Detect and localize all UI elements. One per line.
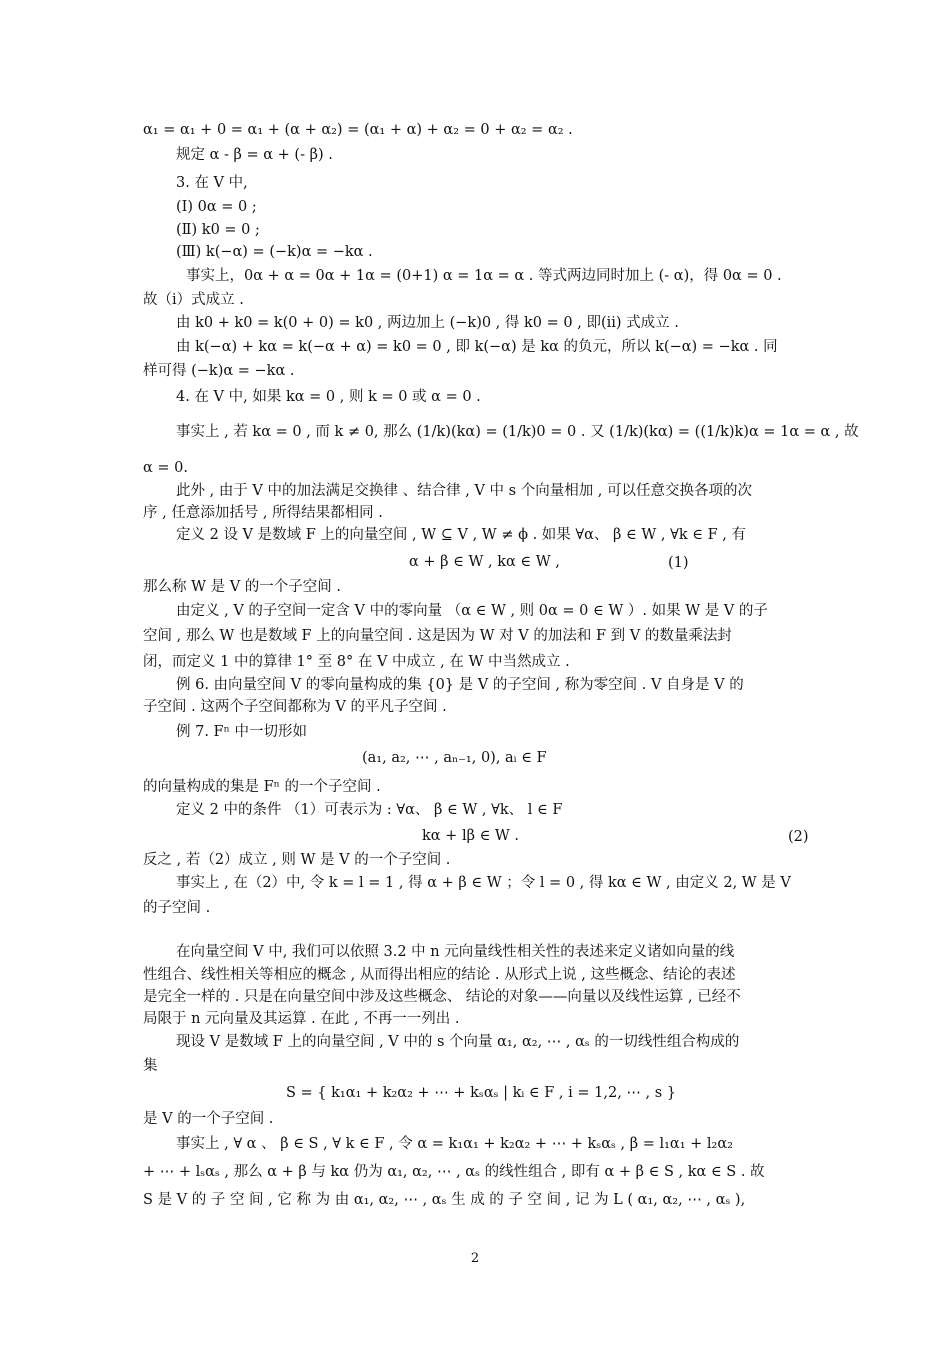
- text-line: 4. 在 V 中, 如果 kα = 0 , 则 k = 0 或 α = 0 .: [176, 389, 481, 405]
- display-equation: S = { k₁α₁ + k₂α₂ + ⋯ + kₛαₛ | kᵢ ∈ F , i = 1,2, ⋯ , s }: [286, 1085, 677, 1101]
- text-line: 由 k0 + k0 = k(0 + 0) = k0 , 两边加上 (−k)0 , 得 k0 = 0 , 即(ii) 式成立 .: [176, 315, 679, 331]
- text-line: 反之 , 若（2）成立 , 则 W 是 V 的一个子空间 .: [143, 852, 451, 868]
- text-line: 的子空间 .: [143, 900, 211, 916]
- display-equation: α + β ∈ W , kα ∈ W ,: [409, 554, 560, 570]
- text-line: 现设 V 是数域 F 上的向量空间 , V 中的 s 个向量 α₁, α₂, ⋯ , αₛ 的一切线性组合构成的: [176, 1034, 740, 1050]
- equation-number: (2): [788, 829, 809, 845]
- text-line: 此外 , 由于 V 中的加法满足交换律 、结合律 , V 中 s 个向量相加 , 可以任意交换各项的次: [176, 483, 753, 499]
- text-line: 是完全一样的 . 只是在向量空间中涉及这些概念、 结论的对象——向量以及线性运算 , 已经不: [143, 989, 741, 1005]
- text-line: 事实上，0α + α = 0α + 1α = (0+1) α = 1α = α . 等式两边同时加上 (- α)，得 0α = 0 .: [186, 268, 782, 284]
- text-line: α = 0.: [143, 460, 188, 476]
- text-line: 集: [143, 1058, 158, 1074]
- text-line: α₁ = α₁ + 0 = α₁ + (α + α₂) = (α₁ + α) + α₂ = 0 + α₂ = α₂ .: [143, 122, 573, 138]
- text-line: 3. 在 V 中,: [176, 175, 248, 191]
- text-line: 空间 , 那么 W 也是数域 F 上的向量空间 . 这是因为 W 对 V 的加法和 F 到 V 的数量乘法封: [143, 628, 732, 644]
- text-line: + ⋯ + lₛαₛ , 那么 α + β 与 kα 仍为 α₁, α₂, ⋯ , αₛ 的线性组合 , 即有 α + β ∈ S , kα ∈ S . 故: [143, 1164, 765, 1180]
- display-equation: kα + lβ ∈ W .: [422, 828, 520, 844]
- text-line: (Ⅱ) k0 = 0 ;: [176, 222, 260, 238]
- text-line: 事实上 , 在（2）中, 令 k = l = 1 , 得 α + β ∈ W ；令 l = 0 , 得 kα ∈ W , 由定义 2, W 是 V: [176, 875, 791, 891]
- text-line: 例 7. Fⁿ 中一切形如: [176, 724, 307, 740]
- text-line: 在向量空间 V 中, 我们可以依照 3.2 中 n 元向量线性相关性的表述来定义诸如向量的线: [176, 944, 735, 960]
- text-line: 事实上 , ∀ α 、 β ∈ S , ∀ k ∈ F , 令 α = k₁α₁ + k₂α₂ + ⋯ + kₛαₛ , β = l₁α₁ + l₂α₂: [176, 1136, 733, 1152]
- text-line: 定义 2 设 V 是数域 F 上的向量空间 , W ⊆ V , W ≠ ϕ . 如果 ∀α、 β ∈ W , ∀k ∈ F , 有: [176, 527, 746, 543]
- text-line: 性组合、线性相关等相应的概念 , 从而得出相应的结论 . 从形式上说 , 这些概念、结论的表述: [143, 967, 736, 983]
- text-line: 由 k(−α) + kα = k(−α + α) = k0 = 0 , 即 k(−α) 是 kα 的负元，所以 k(−α) = −kα . 同: [176, 339, 778, 355]
- text-line: 例 6. 由向量空间 V 的零向量构成的集 {0} 是 V 的子空间 , 称为零空间 . V 自身是 V 的: [176, 677, 744, 693]
- text-line: (Ⅰ) 0α = 0 ;: [176, 199, 257, 215]
- text-line: 闭，而定义 1 中的算律 1° 至 8° 在 V 中成立 , 在 W 中当然成立 .: [143, 654, 570, 670]
- display-equation: (a₁, a₂, ⋯ , aₙ₋₁, 0), aᵢ ∈ F: [362, 750, 547, 766]
- text-line: 的向量构成的集是 Fⁿ 的一个子空间 .: [143, 779, 381, 795]
- text-line: 定义 2 中的条件 （1）可表示为 : ∀α、 β ∈ W , ∀k、 l ∈ F: [176, 802, 563, 818]
- text-line: 故（i）式成立 .: [143, 292, 244, 308]
- text-line: 样可得 (−k)α = −kα .: [143, 363, 295, 379]
- page-number: 2: [470, 1251, 480, 1266]
- text-line: 由定义 , V 的子空间一定含 V 中的零向量 （α ∈ W , 则 0α = 0 ∈ W ）. 如果 W 是 V 的子: [176, 603, 768, 619]
- text-line: 序 , 任意添加括号 , 所得结果都相同 .: [143, 505, 383, 521]
- text-line: 子空间 . 这两个子空间都称为 V 的平凡子空间 .: [143, 699, 447, 715]
- text-line: 是 V 的一个子空间 .: [143, 1111, 274, 1127]
- text-line: (Ⅲ) k(−α) = (−k)α = −kα .: [176, 244, 373, 260]
- text-line: S 是 V 的 子 空 间 , 它 称 为 由 α₁, α₂, ⋯ , αₛ 生 成 的 子 空 间 , 记 为 L ( α₁, α₂, ⋯ , αₛ ),: [143, 1192, 746, 1208]
- text-line: 规定 α - β = α + (- β) .: [176, 147, 333, 163]
- text-line: 那么称 W 是 V 的一个子空间 .: [143, 579, 342, 595]
- text-line: 事实上 , 若 kα = 0 , 而 k ≠ 0, 那么 (1/k)(kα) = (1/k)0 = 0 . 又 (1/k)(kα) = ((1/k)k)α = 1α = α , 故: [176, 424, 859, 440]
- text-line: 局限于 n 元向量及其运算 . 在此 , 不再一一列出 .: [143, 1011, 460, 1027]
- equation-number: (1): [668, 555, 689, 571]
